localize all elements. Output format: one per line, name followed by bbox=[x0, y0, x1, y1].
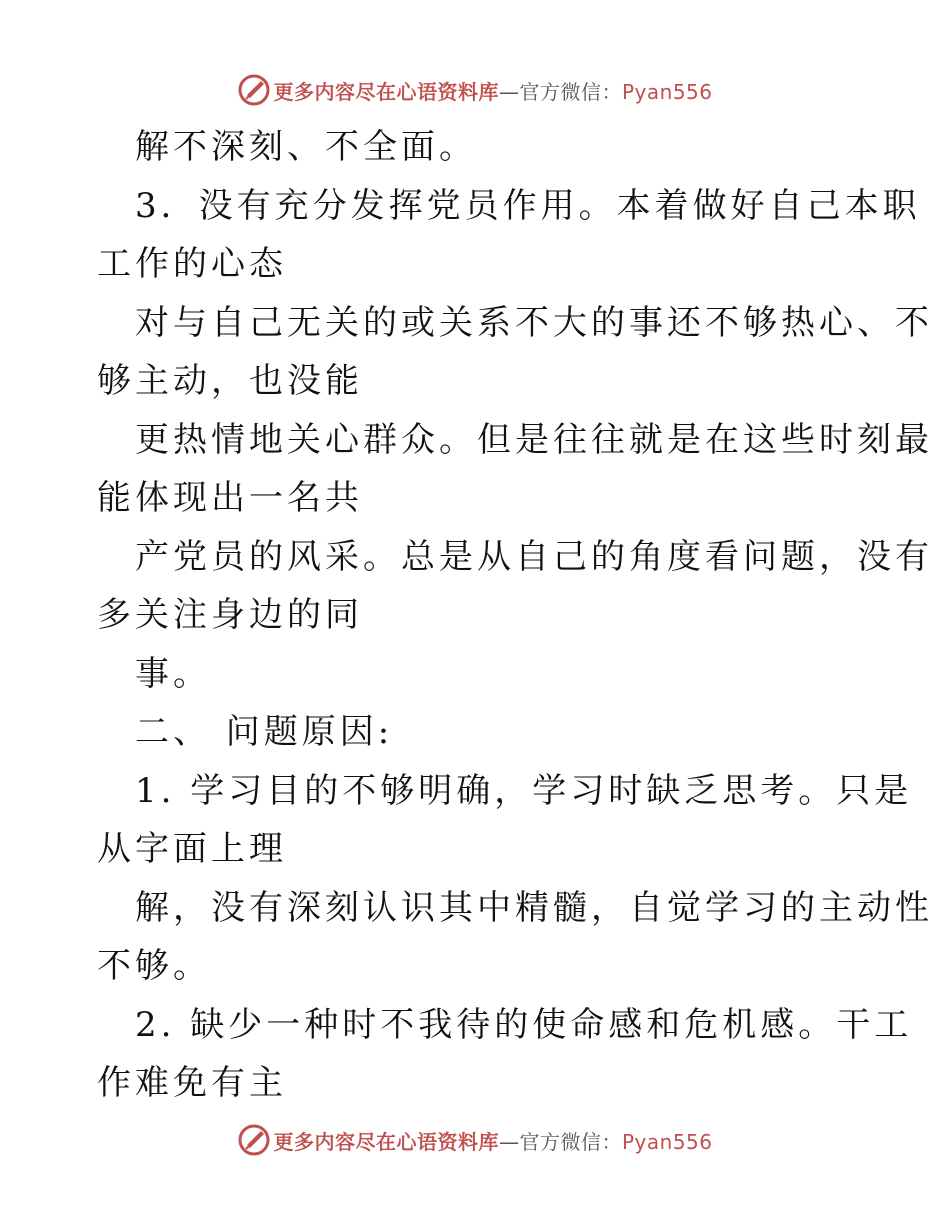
watermark-id: Pyan556 bbox=[621, 79, 713, 104]
watermark-main: 更多内容尽在心语资料库 bbox=[273, 1129, 499, 1154]
text-line: 多关注身边的同 bbox=[97, 595, 363, 635]
text-line: 解不深刻、不全面。 bbox=[135, 127, 477, 167]
header-watermark bbox=[0, 70, 950, 110]
watermark-separator: — bbox=[498, 79, 520, 104]
logo-icon bbox=[237, 1123, 271, 1157]
text-line: 2. 缺少一种时不我待的使命感和危机感。干工 bbox=[135, 1004, 913, 1045]
watermark-text bbox=[273, 76, 712, 105]
text-line: 能体现出一名共 bbox=[97, 478, 363, 518]
text-line: 事。 bbox=[135, 653, 211, 694]
document-body bbox=[97, 118, 933, 1113]
text-line: 从字面上理 bbox=[97, 829, 287, 869]
watermark-text bbox=[273, 1126, 712, 1155]
text-line: 二、 问题原因: bbox=[135, 712, 394, 752]
watermark-sub: 官方微信： bbox=[519, 79, 622, 104]
watermark-sub: 官方微信： bbox=[519, 1129, 622, 1154]
text-line: 不够。 bbox=[97, 946, 211, 986]
text-line: 作难免有主 bbox=[97, 1063, 287, 1103]
text-line: 够主动，也没能 bbox=[97, 361, 363, 401]
text-line: 工作的心态 bbox=[97, 244, 287, 284]
text-line: 3．没有充分发挥党员作用。本着做好自己本职 bbox=[135, 185, 921, 226]
footer-watermark bbox=[0, 1120, 950, 1160]
text-line: 对与自己无关的或关系不大的事还不够热心、不 bbox=[135, 302, 933, 343]
text-line: 产党员的风采。总是从自己的角度看问题，没有 bbox=[135, 536, 933, 577]
text-line: 解，没有深刻认识其中精髓，自觉学习的主动性 bbox=[135, 887, 933, 928]
text-line: 1. 学习目的不够明确，学习时缺乏思考。只是 bbox=[135, 770, 913, 811]
watermark-separator: — bbox=[498, 1129, 520, 1154]
text-line: 更热情地关心群众。但是往往就是在这些时刻最 bbox=[135, 419, 933, 460]
watermark-main: 更多内容尽在心语资料库 bbox=[273, 79, 499, 104]
watermark-id: Pyan556 bbox=[621, 1129, 713, 1154]
logo-icon bbox=[237, 73, 271, 107]
